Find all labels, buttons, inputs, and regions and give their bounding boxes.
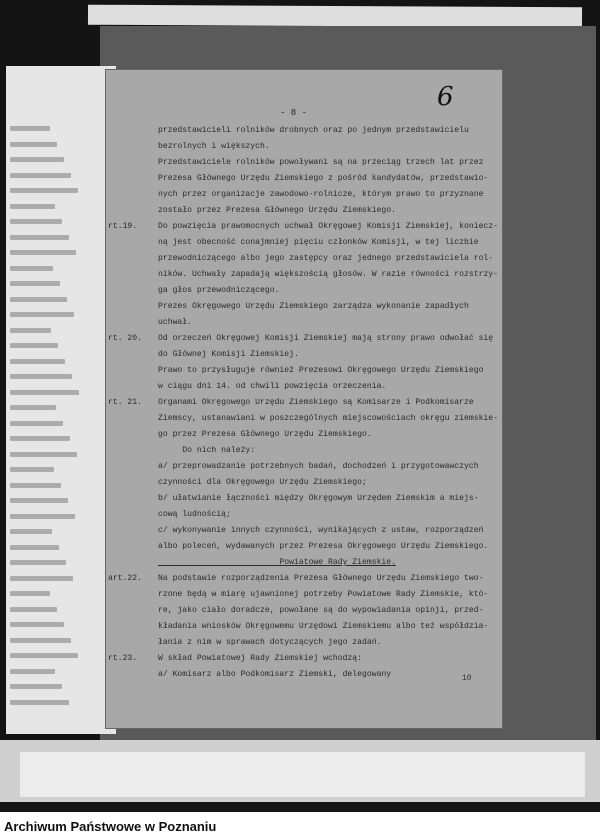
mirrored-text-fragment [10,343,58,348]
text-line [108,507,498,523]
text-line [108,555,498,571]
text-line [108,667,498,683]
document-body [108,123,498,683]
text-line [108,283,498,299]
mirrored-text-fragment [10,452,77,457]
line-text: Przedstawiciele rolników powoływani są na przeciąg trzech lat przez [158,158,484,167]
article-label: rt. 20. [108,334,142,343]
text-line [108,299,498,315]
mirrored-text-fragment [10,576,73,581]
line-text: kładania wniosków Okręgowemu Urzędowi Ziemskiemu albo też współdzia- [158,622,489,631]
mirrored-text-fragment [10,560,66,565]
mirrored-text-fragment [10,607,57,612]
mirrored-text-fragment [10,669,55,674]
mirrored-text-fragment [10,638,71,643]
mirrored-text-fragment [10,467,54,472]
mirrored-text-fragment [10,328,51,333]
text-line [108,539,498,555]
text-line [108,187,498,203]
mirrored-text-fragment [10,281,60,286]
line-text: a/ przeprowadzanie potrzebnych badań, dochodzeń i przygotowawczych [158,462,479,471]
corner-mark: 10 [462,674,472,683]
mirrored-text-fragment [10,684,62,689]
mirrored-text-fragment [10,390,79,395]
mirrored-text-fragment [10,545,59,550]
mirrored-text-fragment [10,126,50,131]
mirrored-text-fragment [10,421,63,426]
line-text: łania z nim w sprawach dotyczących jego zadań. [158,638,382,647]
line-text: Od orzeczeń Okręgowej Komisji Ziemskiej mają strony prawo odwołać się [158,334,494,343]
line-text: W skład Powiatowej Rady Ziemskiej wchodzą: [158,654,362,663]
mirrored-text-fragment [10,514,75,519]
article-label: rt. 21. [108,398,142,407]
mirrored-text-fragment [10,436,70,441]
text-line [108,251,498,267]
text-line [108,587,498,603]
mirrored-text-fragment [10,622,64,627]
line-text: przedstawicieli rolników drobnych oraz po jednym przedstawicielu [158,126,469,135]
line-text: zostało przez Prezesa Głównego Urzędu Ziemskiego. [158,206,396,215]
line-text: Do powzięcia prawomocnych uchwał Okręgowej Komisji Ziemskiej, koniecz- [158,222,498,231]
line-text: Prezes Okręgowego Urzędu Ziemskiego zarządza wykonanie zapadłych [158,302,469,311]
text-line [108,347,498,363]
mirrored-text-fragment [10,483,61,488]
mirrored-text-fragment [10,405,56,410]
line-text: w ciągu dni 14. od chwili powzięcia orzeczenia. [158,382,387,391]
mirrored-text-fragment [10,235,69,240]
line-text: go przez Prezesa Głównego Urzędu Ziemskiego. [158,430,372,439]
mirrored-text-fragment [10,374,72,379]
text-line [108,635,498,651]
line-text: do Głównej Komisji Ziemskiej. [158,350,299,359]
handwritten-page-number: 6 [437,82,454,112]
text-line [108,443,498,459]
section-heading: Powiatowe Rady Ziemskie. [158,558,396,567]
line-text: ną jest obecność conajmniej pięciu członków Komisji, w tej liczbie [158,238,479,247]
text-line [108,155,498,171]
line-text: Prezesa Głównego Urzędu Ziemskiego z pośród kandydatów, przedstawio- [158,174,489,183]
line-text: rzone będą w miarę ujawnionej potrzeby Powiatowe Rady Ziemskie, któ- [158,590,489,599]
text-line [108,363,498,379]
mirrored-text-fragment [10,653,78,658]
archive-name: Archiwum Państwowe w Poznaniu [4,819,217,834]
line-text: b/ ułatwianie łączności między Okręgowym Urzędem Ziemskim a miejs- [158,494,479,503]
text-line [108,379,498,395]
line-text: cową ludnością; [158,510,231,519]
mirrored-text-fragment [10,173,71,178]
text-line [108,331,498,347]
text-line [108,427,498,443]
line-text: nych przez organizacje zawodowo-rolnicze, którym prawo to przyznane [158,190,484,199]
mirrored-text-fragment [10,204,55,209]
text-line [108,315,498,331]
text-line [108,475,498,491]
line-text: uchwał. [158,318,192,327]
text-line [108,235,498,251]
text-line [108,395,498,411]
text-line [108,571,498,587]
article-label: art.22. [108,574,142,583]
mirrored-text-fragment [10,266,53,271]
line-text: ników. Uchwały zapadają większością głosów. W razie równości rozstrzy- [158,270,498,279]
adjacent-page-mirrored [6,66,116,734]
line-text: c/ wykonywanie innych czynności, wynikających z ustaw, rozporządzeń [158,526,484,535]
mirrored-text-fragment [10,219,62,224]
mirrored-text-fragment [10,297,67,302]
line-text: czynności dla Okręgowego Urzędu Ziemskiego; [158,478,367,487]
line-text: Prawo to przysługuje również Prezesowi Okręgowego Urzędu Ziemskiego [158,366,484,375]
mirrored-text-fragment [10,498,68,503]
text-line [108,139,498,155]
mirrored-text-fragment [10,142,57,147]
text-line [108,171,498,187]
film-top-edge [88,5,582,28]
mirrored-text-fragment [10,157,64,162]
mirrored-text-fragment [10,188,78,193]
line-text: Na podstawie rozporządzenia Prezesa Głównego Urzędu Ziemskiego two- [158,574,484,583]
line-text: Ziemscy, ustanawiani w poszczególnych miejscowościach okręgu ziemskie- [158,414,498,423]
mirrored-text-fragment [10,591,50,596]
line-text: albo poleceń, wydawanych przez Prezesa Okręgowego Urzędu Ziemskiego. [158,542,489,551]
mirrored-text-fragment [10,700,69,705]
text-line [108,459,498,475]
article-label: rt.23. [108,654,138,663]
line-text: Organami Okręgowego Urzędu Ziemskiego są Komisarze i Podkomisarze [158,398,474,407]
line-text: Do nich należy: [158,446,256,455]
text-line [108,603,498,619]
mirrored-text-fragment [10,359,65,364]
mirrored-text-fragment [10,312,74,317]
typed-page-header: - 8 - [280,108,308,118]
text-line [108,651,498,667]
text-line [108,267,498,283]
text-line [108,219,498,235]
line-text: ga głos przewodniczącego. [158,286,280,295]
text-line [108,203,498,219]
text-line [108,491,498,507]
line-text: bezrolnych i większych. [158,142,270,151]
line-text: re, jako ciało doradcze, powołane są do wypowiadania opinji, przed- [158,606,484,615]
text-line [108,411,498,427]
text-line [108,619,498,635]
mirrored-text-fragment [10,250,76,255]
film-bottom-inner [20,752,585,797]
line-text: przewodniczącego albo jego zastępcy oraz jednego przedstawiciela rol- [158,254,494,263]
text-line [108,123,498,139]
line-text: a/ Komisarz albo Podkomisarz Ziemski, delegowany [158,670,392,679]
mirrored-text-fragment [10,529,52,534]
article-label: rt.19. [108,222,138,231]
text-line [108,523,498,539]
archive-footer [0,812,600,840]
